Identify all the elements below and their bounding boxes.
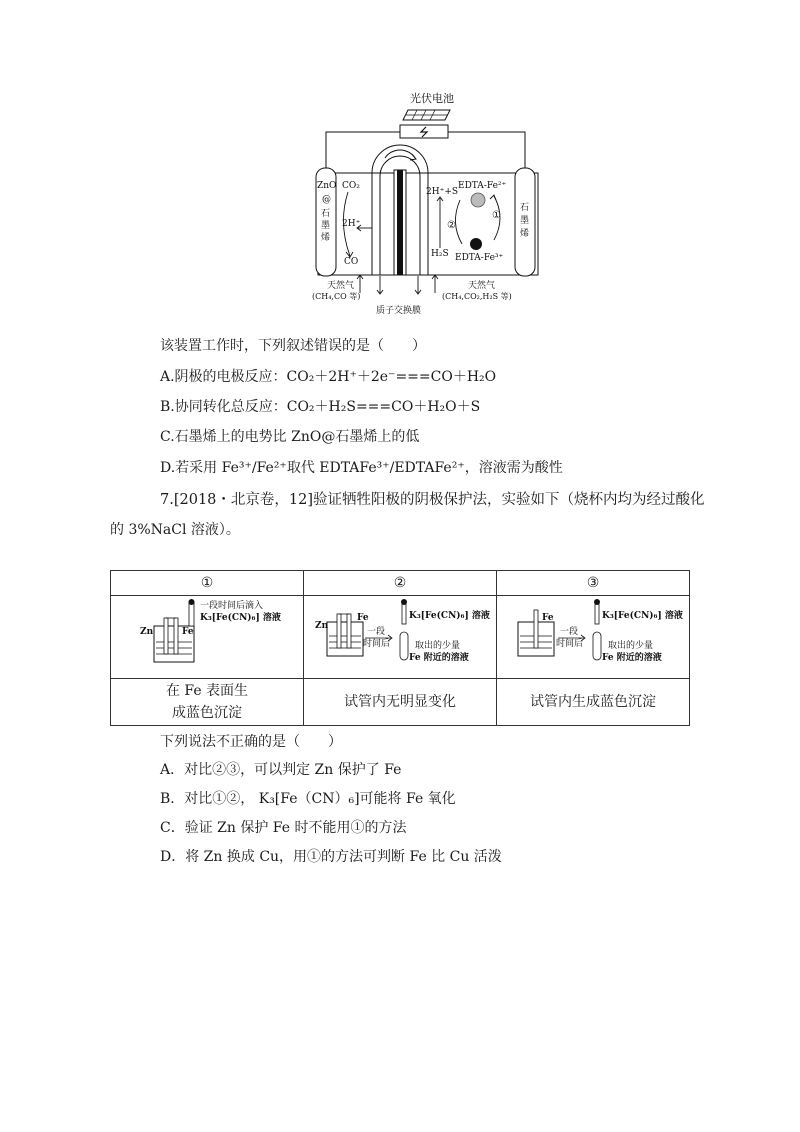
cycle-2-label: ②: [447, 220, 456, 231]
q7-option-c: C．验证 Zn 保护 Fe 时不能用①的方法: [160, 820, 407, 836]
experiment-figure-3: [497, 596, 690, 679]
h2s-label: H₂S: [431, 249, 449, 259]
cycle-arrow-left: [455, 200, 462, 244]
gas-arrows: [357, 275, 438, 294]
fe-label: Fe: [182, 627, 194, 637]
experiment-header-3: ③: [497, 571, 690, 596]
q6-option-d: D.若采用 Fe³⁺/Fe²⁺取代 EDTAFe³⁺/EDTAFe²⁺，溶液需为酸性: [160, 460, 563, 476]
q6-option-b: B.协同转化总反应：CO₂＋H₂S===CO＋H₂O＋S: [160, 399, 481, 415]
experiment-result-3: 试管内生成蓝色沉淀: [497, 679, 690, 726]
membrane-label: 质子交换膜: [376, 306, 422, 316]
co-label: CO: [344, 257, 359, 267]
edta-fe2-label: EDTA-Fe²⁺: [458, 181, 507, 191]
q7-option-a: A．对比②③，可以判定 Zn 保护了 Fe: [160, 762, 402, 778]
solar-panel: [400, 110, 450, 138]
q6-stem: 该装置工作时，下列叙述错误的是（ ）: [160, 338, 426, 354]
solar-cell-label: 光伏电池: [410, 92, 454, 105]
experiment-figure-1: [111, 596, 304, 679]
fig2-reagent: K₃[Fe(CN)₆] 溶液: [409, 611, 490, 621]
result-1-line-1: 在 Fe 表面生: [165, 683, 249, 699]
q7-stem-line1: 7.[2018・北京卷，12]验证牺牲阳极的阴极保护法，实验如下（烧杯内均为经过酸化: [160, 492, 705, 508]
gas-left-composition: (CH₄,CO 等): [312, 292, 361, 301]
wire-left: [326, 132, 400, 173]
experiment-result-1: [111, 679, 304, 726]
right-electrode-label: 墨: [520, 216, 530, 226]
experiment-figure-2: [304, 596, 497, 679]
experiment-header-1: ①: [111, 571, 304, 596]
fig2-take-1: 取出的少量: [415, 641, 461, 651]
left-electrode-label: ZnO: [317, 181, 337, 191]
experiment-result-2: 试管内无明显变化: [304, 679, 497, 726]
q7-option-b: B．对比①②， K₃[Fe（CN）₆]可能将 Fe 氧化: [160, 791, 456, 807]
proton-exchange-membrane: [372, 145, 428, 275]
q7-stem-line2: 的 3%NaCl 溶液）。: [110, 522, 240, 538]
q7-option-d: D．将 Zn 换成 Cu，用①的方法可判断 Fe 比 Cu 活泼: [160, 849, 502, 865]
cycle-1-label: ①: [492, 210, 501, 221]
right-electrode-label: 烯: [520, 229, 530, 239]
edta-fe3-label: EDTA-Fe³⁺: [455, 253, 504, 263]
electrolysis-diagram: [300, 88, 550, 318]
fig3-reagent: K₃[Fe(CN)₆] 溶液: [602, 611, 683, 621]
q7-question: 下列说法不正确的是（ ）: [160, 734, 342, 750]
left-electrode-label: @: [322, 195, 331, 205]
wire-right: [448, 132, 525, 173]
2h-label: 2H⁺: [342, 219, 361, 229]
gas-right-label: 天然气: [468, 281, 496, 291]
fe2-dot: [471, 193, 485, 207]
fig1-note-1: 一段时间后滴入: [200, 601, 264, 611]
left-electrode-label: 墨: [321, 221, 331, 231]
gas-left-label: 天然气: [327, 281, 355, 291]
experiment-header-2: ②: [304, 571, 497, 596]
q6-option-a: A.阴极的电极反应：CO₂＋2H⁺＋2e⁻===CO＋H₂O: [160, 369, 497, 385]
left-electrode-label: 烯: [321, 233, 331, 243]
left-electrode-label: 石: [321, 209, 331, 219]
fig2-wait-2: 时间后: [363, 639, 391, 649]
right-electrode-label: 石: [520, 203, 530, 213]
h-s-label: 2H⁺+S: [426, 187, 459, 197]
gas-right-composition: (CH₄,CO₂,H₂S 等): [442, 292, 512, 301]
fig3-take-1: 取出的少量: [608, 641, 654, 651]
fe-label: Fe: [542, 613, 554, 623]
experiment-table: [110, 570, 690, 726]
zn-label: Zn: [140, 627, 154, 637]
fe-label: Fe: [357, 613, 369, 623]
result-1-line-2: 成蓝色沉淀: [172, 705, 242, 721]
fe3-dot: [470, 238, 482, 250]
fig2-take-2: Fe 附近的溶液: [409, 653, 469, 663]
q6-option-c: C.石墨烯上的电势比 ZnO@石墨烯上的低: [160, 429, 420, 445]
fig1-note-2: K₃[Fe(CN)₆] 溶液: [200, 613, 281, 623]
fig3-wait-1: 一段: [560, 627, 579, 637]
fig3-take-2: Fe 附近的溶液: [602, 653, 662, 663]
co2-label: CO₂: [342, 181, 360, 191]
fig3-wait-2: 时间后: [556, 639, 584, 649]
fig2-wait-1: 一段: [367, 627, 386, 637]
zn-label: Zn: [315, 621, 329, 631]
